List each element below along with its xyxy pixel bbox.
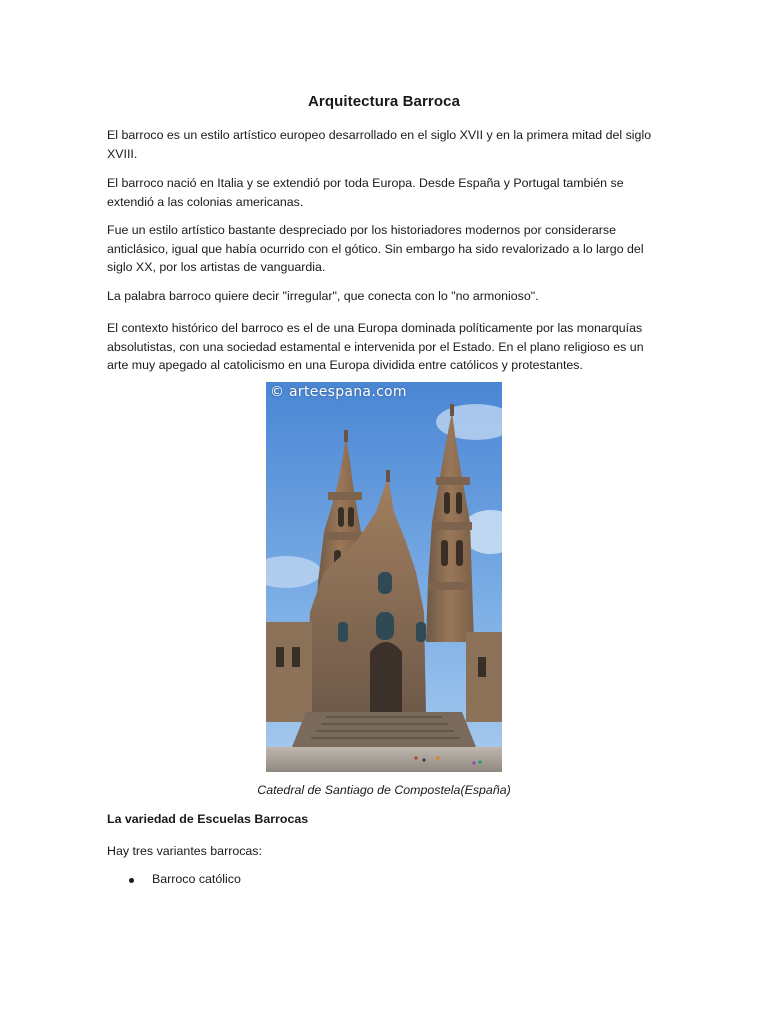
paragraph-context: El contexto histórico del barroco es el de una Europa dominada políticamente por las monarquías absolutistas, con una sociedad estamental e intervenida por el Estado. En el plano religioso es un arte muy apegado al catolicismo en una Europa dividida entre católicos y protestantes.: [107, 321, 644, 372]
paragraph-etymology: La palabra barroco quiere decir "irregular", que conecta con lo "no armonioso".: [107, 289, 539, 303]
paragraph-origin: El barroco nació en Italia y se extendió por toda Europa. Desde España y Portugal también se extendió a las colonias americanas.: [107, 176, 624, 209]
section-heading: La variedad de Escuelas Barrocas: [107, 812, 309, 826]
bullet-icon: [129, 878, 134, 883]
figure-caption: Catedral de Santiago de Compostela(España): [257, 783, 511, 797]
section-intro: Hay tres variantes barrocas:: [107, 844, 262, 858]
variants-list: [107, 872, 241, 886]
paragraph-reception: Fue un estilo artístico bastante despreciado por los historiadores modernos por considerarse anticlásico, igual que había ocurrido con el gótico. Sin embargo ha sido revalorizado a lo largo del siglo XX, por los artistas de vanguardia.: [107, 223, 644, 274]
paragraph-definition: El barroco es un estilo artístico europeo desarrollado en el siglo XVII y en la primera mitad del siglo XVIII.: [107, 128, 652, 161]
cathedral-photo: [266, 382, 502, 772]
list-item-label: Barroco católico: [152, 872, 241, 886]
cathedral-illustration: [266, 382, 502, 772]
photo-watermark: © arteespana.com: [270, 384, 407, 400]
list-item: [107, 872, 241, 886]
document-title: Arquitectura Barroca: [307, 93, 461, 110]
